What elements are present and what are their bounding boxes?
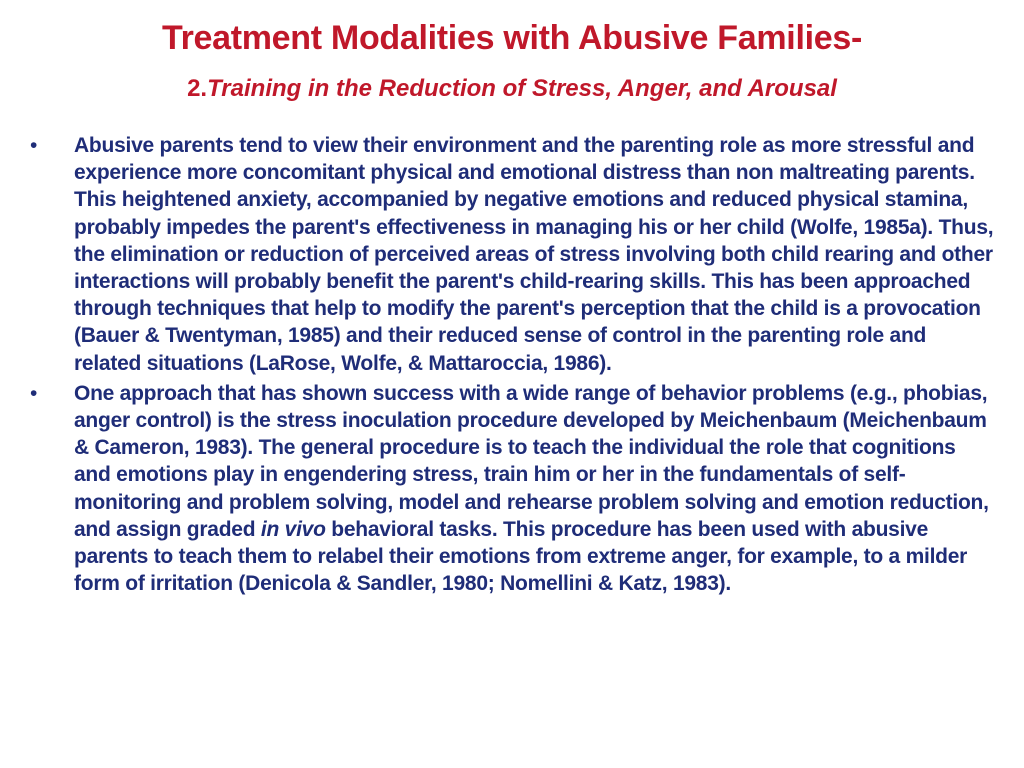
bullet-marker: • <box>30 134 38 157</box>
bullet-marker: • <box>30 381 38 405</box>
bullet-text-italic: in vivo <box>260 517 326 541</box>
bullet-item <box>30 380 996 598</box>
slide-subtitle <box>0 74 1024 104</box>
slide-title: Treatment Modalities with Abusive Families- <box>161 19 862 57</box>
bullet-item <box>30 132 996 377</box>
subtitle-text: Training in the Reduction of Stress, Anger, and Arousal <box>207 75 837 102</box>
bullet-list <box>30 132 996 600</box>
bullet-text-part: behavioral tasks. This procedure has been used with abusive parents to teach them to relabel their emotions from extreme anger, for example, to a milder form of irritation (Denicola & Sandler, 1980; Nomellini & Katz, 1983). <box>74 517 968 596</box>
subtitle-number: 2. <box>187 75 208 102</box>
bullet-text-part: One approach that has shown success with a wide range of behavior problems (e.g., phobias, anger control) is the stress inoculation procedure developed by Meichenbaum (Meichenbaum & Cameron, 1983). The general procedure is to teach the individual the role that cognitions and emotions play in engendering stress, train him or her in the fundamentals of self-monitoring and problem solving, model and rehearse problem solving and emotion reduction, and assign graded <box>74 381 989 541</box>
bullet-text: Abusive parents tend to view their environment and the parenting role as more stressful and experience more concomitant physical and emotional distress than non maltreating parents. This heightened anxiety, accompanied by negative emotions and reduced physical stamina, probably impedes the parent's effectiveness in managing his or her child (Wolfe, 1985a). Thus, the elimination or reduction of perceived areas of stress involving both child rearing and other interactions will probably benefit the parent's child-rearing skills. This has been approached through techniques that help to modify the parent's perception that the child is a provocation (Bauer & Twentyman, 1985) and their reduced sense of control in the parenting role and related situations (LaRose, Wolfe, & Mattaroccia, 1986). <box>74 134 994 375</box>
